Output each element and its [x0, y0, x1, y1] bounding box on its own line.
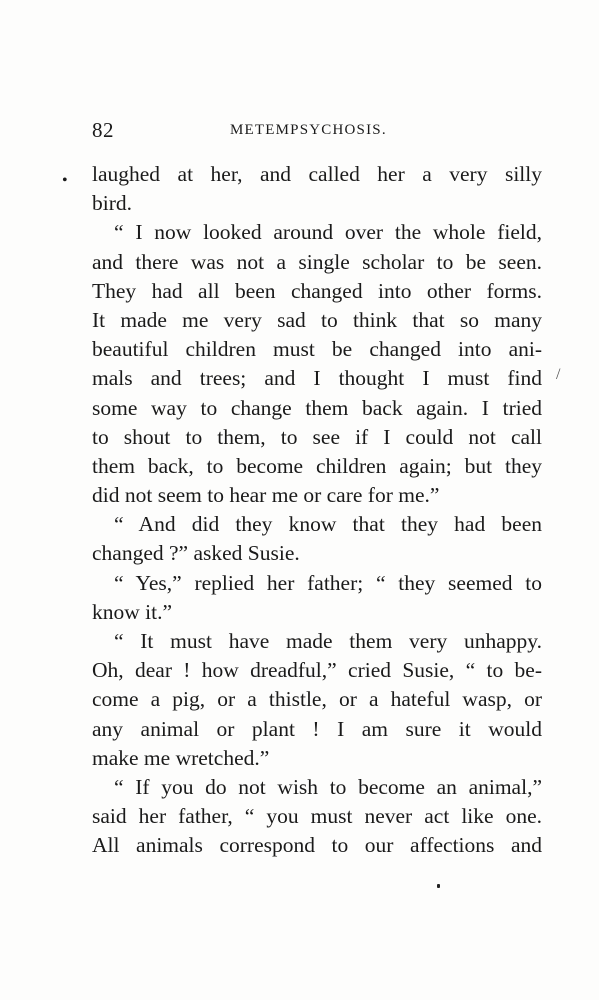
text-line: said her father, “ you must never act like one. [92, 804, 542, 829]
text-line: come a pig, or a thistle, or a hateful wasp, or [92, 687, 542, 712]
page-header [92, 118, 542, 144]
text-line: know it.” [92, 599, 173, 624]
text-line: and there was not a single scholar to be seen. [92, 249, 542, 274]
text-line: “ And did they know that they had been [114, 512, 542, 537]
text-line: “ It must have made them very unhappy. [114, 629, 542, 653]
text-line: make me wretched.” [92, 745, 270, 770]
text-line: laughed at her, and called her a very silly [92, 162, 542, 186]
running-head: METEMPSYCHOSIS. [230, 122, 387, 138]
margin-dot: • [62, 172, 68, 189]
text-line: some way to change them back again. I tried [92, 395, 542, 420]
text-line: them back, to become children again; but they [92, 453, 542, 478]
text-line: beautiful children must be changed into ani- [92, 337, 542, 362]
text-line: bird. [92, 191, 133, 216]
print-speck [437, 884, 440, 888]
text-line: any animal or plant ! I am sure it would [92, 716, 542, 741]
text-line: It made me very sad to think that so many [92, 307, 542, 332]
margin-mark: / [556, 366, 561, 383]
text-line: “ If you do not wish to become an animal,” [114, 774, 542, 799]
text-line: did not seem to hear me or care for me.” [92, 483, 440, 508]
body-text [92, 160, 542, 861]
text-line: Oh, dear ! how dreadful,” cried Susie, “ to be- [92, 658, 542, 683]
text-line: changed ?” asked Susie. [92, 541, 300, 566]
page-number: 82 [92, 118, 114, 142]
text-line: “ Yes,” replied her father; “ they seemed to [114, 570, 542, 595]
text-line: “ I now looked around over the whole field, [114, 220, 542, 245]
text-line: All animals correspond to our affections and [92, 833, 542, 858]
text-line: They had all been changed into other forms. [92, 278, 542, 303]
text-line: mals and trees; and I thought I must find [92, 366, 542, 391]
text-line: to shout to them, to see if I could not call [92, 424, 542, 449]
